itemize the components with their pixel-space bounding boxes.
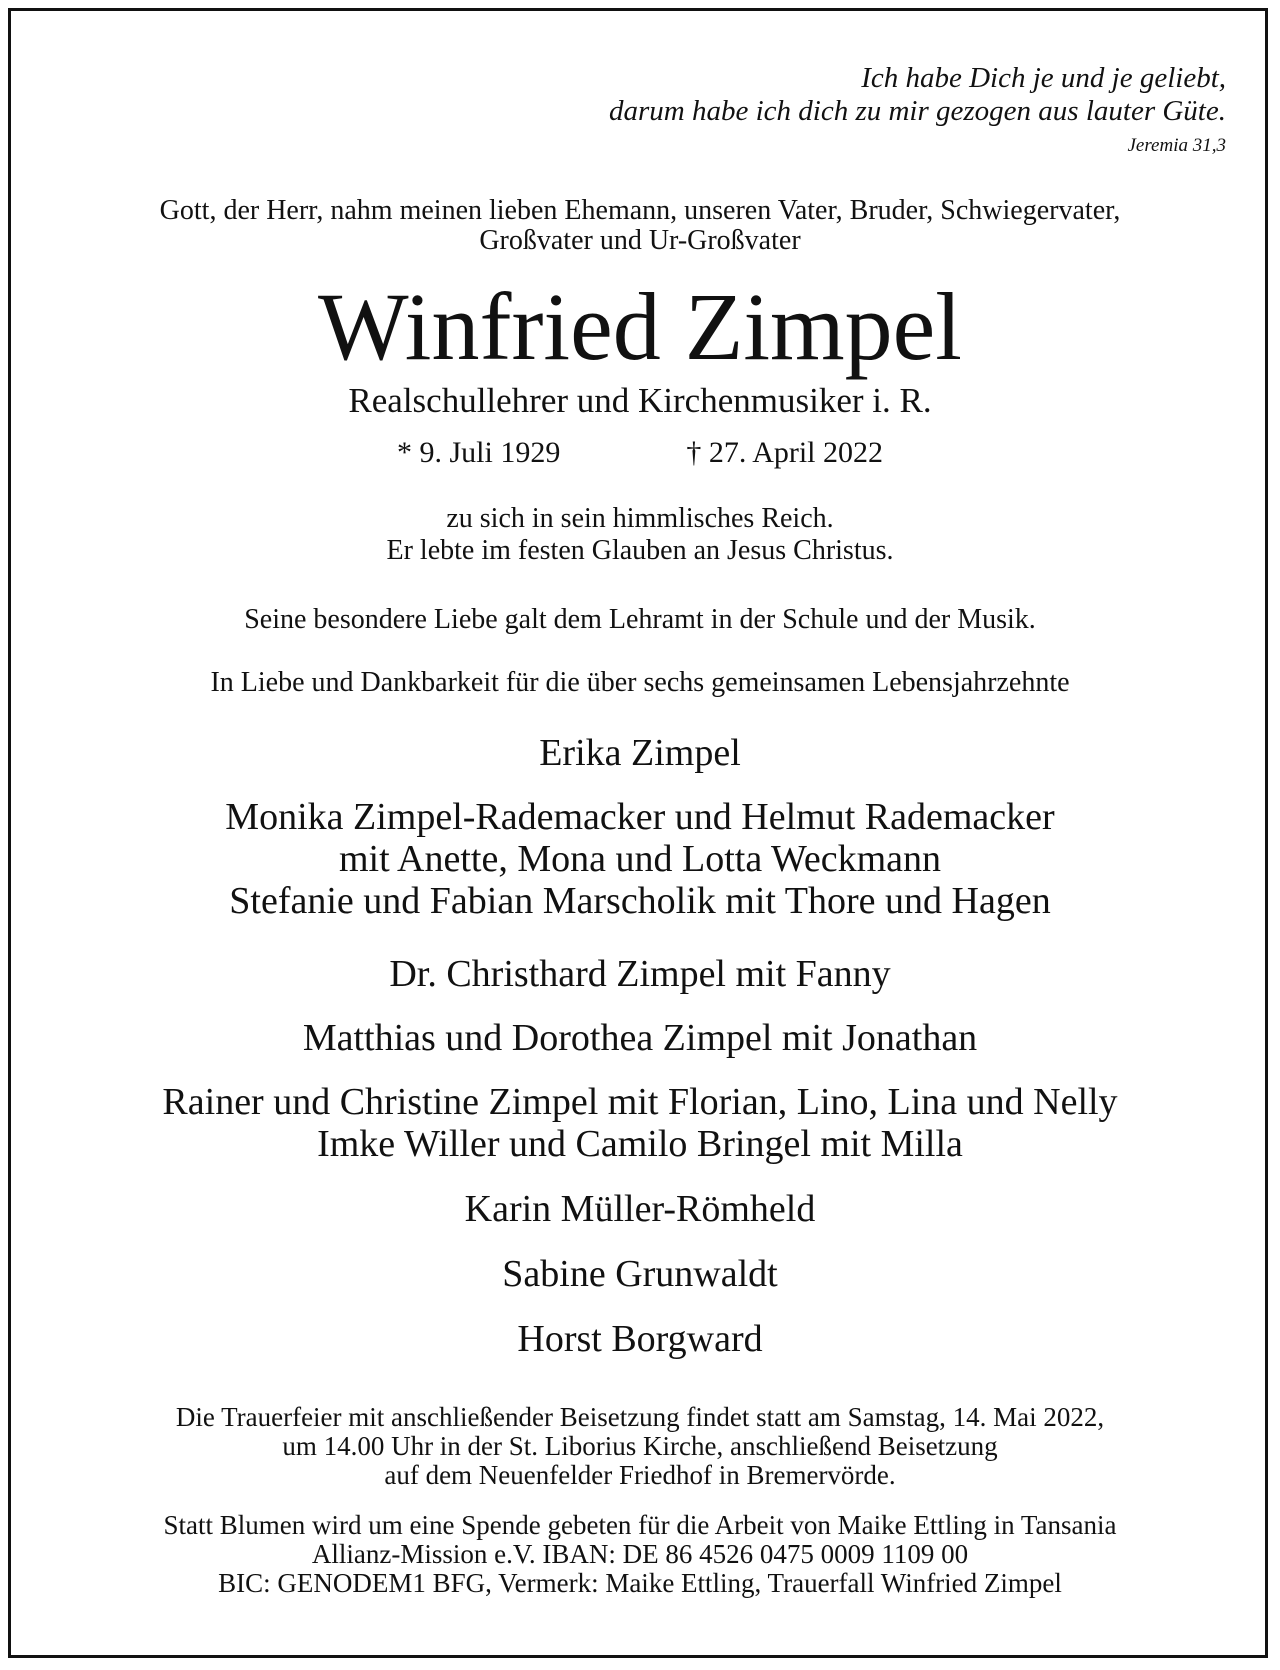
mourner-group <box>0 1017 1280 1059</box>
verse-reference: Jeremia 31,3 <box>1127 135 1226 156</box>
verse-line: darum habe ich dich zu mir gezogen aus lauter Güte. <box>609 95 1226 127</box>
mourner-line: Imke Willer und Camilo Bringel mit Milla <box>317 1123 963 1165</box>
faith-text <box>0 503 1280 567</box>
death-date: † 27. April 2022 <box>686 436 884 469</box>
verse-line: Ich habe Dich je und je geliebt, <box>861 62 1226 94</box>
life-dates <box>0 436 1280 470</box>
mourner-line: Erika Zimpel <box>539 732 741 774</box>
intro-line: Gott, der Herr, nahm meinen lieben Ehemann, unseren Vater, Bruder, Schwiegervater, <box>159 195 1121 226</box>
mourner-group <box>0 796 1280 922</box>
donation-line: Allianz-Mission e.V. IBAN: DE 86 4526 0475 0009 1109 00 <box>311 1539 969 1569</box>
mourner-group <box>0 1318 1280 1360</box>
mourner-line: Karin Müller-Römheld <box>464 1188 816 1230</box>
funeral-line: um 14.00 Uhr in der St. Liborius Kirche, anschließend Beisetzung <box>282 1431 998 1461</box>
mourner-group <box>0 1081 1280 1165</box>
mourner-line: Horst Borgward <box>517 1318 763 1360</box>
mourner-line: Matthias und Dorothea Zimpel mit Jonathan <box>302 1017 978 1059</box>
funeral-details <box>0 1403 1280 1490</box>
mourner-line: Sabine Grunwaldt <box>502 1253 778 1295</box>
mourner-group <box>0 732 1280 774</box>
intro-text <box>0 196 1280 256</box>
mourner-line: Stefanie und Fabian Marscholik mit Thore und Hagen <box>229 880 1051 922</box>
deceased-name: Winfried Zimpel <box>318 273 962 380</box>
faith-line: zu sich in sein himmlisches Reich. <box>446 503 834 534</box>
gratitude-text: In Liebe und Dankbarkeit für die über sechs gemeinsamen Lebensjahrzehnte <box>210 667 1070 698</box>
birth-date: * 9. Juli 1929 <box>396 436 561 469</box>
mourner-line: mit Anette, Mona und Lotta Weckmann <box>338 838 941 880</box>
mourner-group <box>0 1188 1280 1230</box>
donation-details <box>0 1511 1280 1598</box>
funeral-line: Die Trauerfeier mit anschließender Beisetzung findet statt am Samstag, 14. Mai 2022, <box>175 1402 1105 1432</box>
bible-verse <box>609 62 1226 128</box>
donation-line: BIC: GENODEM1 BFG, Vermerk: Maike Ettling, Trauerfall Winfried Zimpel <box>218 1568 1062 1598</box>
mourner-line: Dr. Christhard Zimpel mit Fanny <box>389 953 891 995</box>
deceased-profession: Realschullehrer und Kirchenmusiker i. R. <box>348 381 932 420</box>
mourner-line: Rainer und Christine Zimpel mit Florian, Lino, Lina und Nelly <box>162 1081 1118 1123</box>
intro-line: Großvater und Ur-Großvater <box>479 225 801 256</box>
mourner-group <box>0 1253 1280 1295</box>
funeral-line: auf dem Neuenfelder Friedhof in Bremervörde. <box>384 1460 896 1490</box>
mourner-group <box>0 953 1280 995</box>
faith-line: Er lebte im festen Glauben an Jesus Christus. <box>386 535 894 566</box>
mourner-line: Monika Zimpel-Rademacker und Helmut Rademacker <box>225 796 1055 838</box>
donation-line: Statt Blumen wird um eine Spende gebeten für die Arbeit von Maike Ettling in Tansania <box>163 1510 1117 1540</box>
love-text: Seine besondere Liebe galt dem Lehramt in der Schule und der Musik. <box>244 604 1036 635</box>
